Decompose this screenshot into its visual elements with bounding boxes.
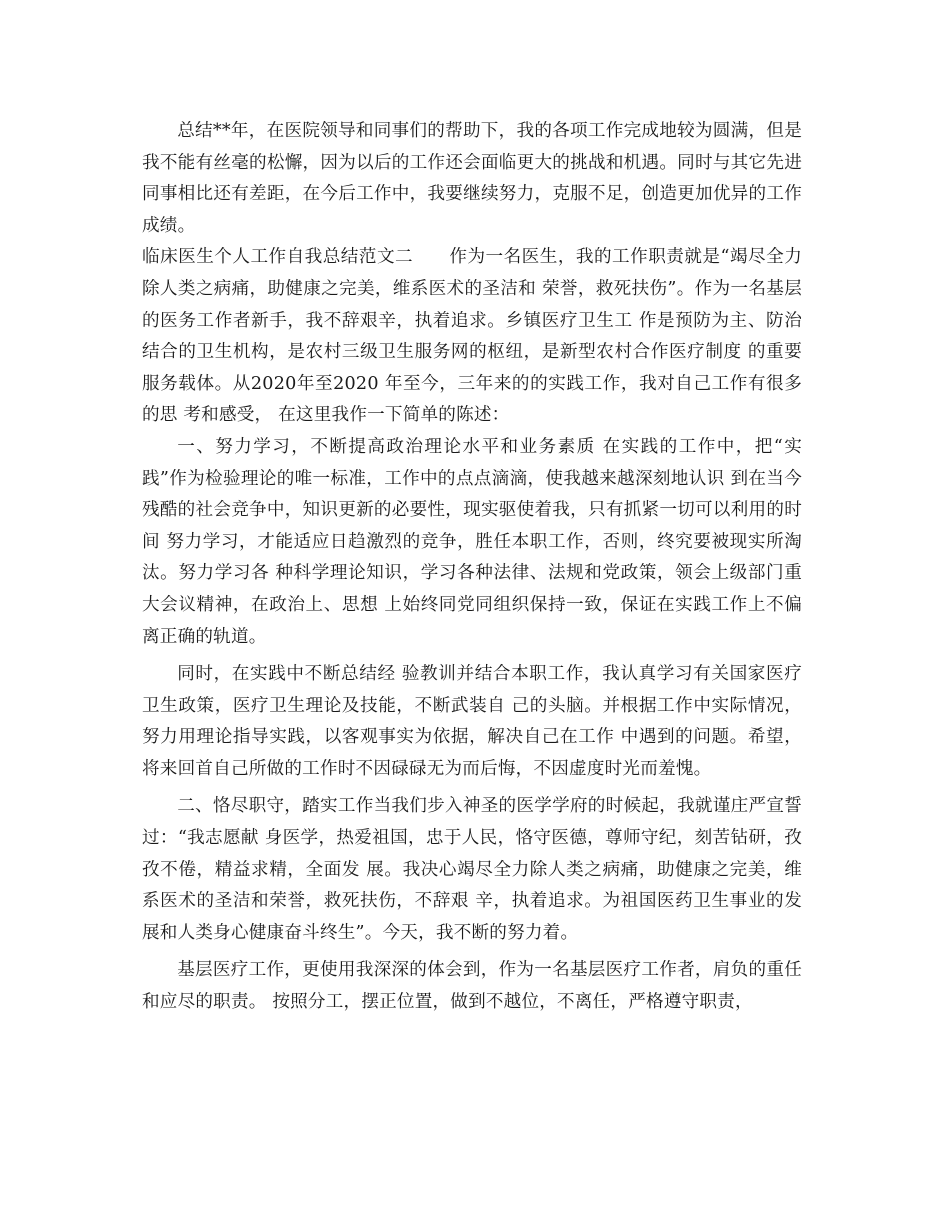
section-two-text: 作为一名医生，我的工作职责就是“竭尽全力除人类之病痛，助健康之完美，维系医术的圣洁和 荣誉，救死扶伤”。作为一名基层的医务工作者新手，我不辞艰辛，执着追求。乡镇医疗卫生工 作是预防为主、防治结合的卫生机构，是农村三级卫生服务网的枢纽，是新型农村合作医疗制度 的重要服务载体。从2020年至2020 年至今，三年来的的实践工作，我对自己工作有很多的思 考和感受， 在这里我作一下简单的陈述：: [142, 247, 802, 426]
paragraph-duty: 二、恪尽职守，踏实工作当我们步入神圣的医学学府的时候起，我就谨庄严宣誓过：“我志愿献 身医学，热爱祖国，忠于人民，恪守医德，尊师守纪，刻苦钻研，孜孜不倦，精益求精，全面发 展。我决心竭尽全力除人类之病痛，助健康之完美，维系医术的圣洁和荣誉，救死扶伤，不辞艰 辛，执着追求。为祖国医药卫生事业的发展和人类身心健康奋斗终生”。今天，我不断的努力着。: [142, 796, 802, 943]
paragraph-study: 一、努力学习，不断提高政治理论水平和业务素质 在实践的工作中，把“实践”作为检验理论的唯一标准，工作中的点点滴滴，使我越来越深刻地认识 到在当今残酷的社会竞争中，知识更新的必要性，现实驱使着我，只有抓紧一切可以利用的时间 努力学习，才能适应日趋激烈的竞争，胜任本职工作，否则，终究要被现实所淘汰。努力学习各 种科学理论知识，学习各种法律、法规和党政策，领会上级部门重大会议精神，在政治上、思想 上始终同党同组织保持一致，保证在实践工作上不偏离正确的轨道。: [142, 436, 802, 647]
document-body: [142, 116, 802, 1019]
paragraph-practice: 同时，在实践中不断总结经 验教训并结合本职工作，我认真学习有关国家医疗卫生政策，医疗卫生理论及技能，不断武装自 己的头脑。并根据工作中实际情况，努力用理论指导实践，以客观事实为依据，解决自己在工作 中遇到的问题。希望，将来回首自己所做的工作时不因碌碌无为而后悔，不因虚度时光而羞愧。: [142, 664, 802, 779]
paragraph-grassroots: 基层医疗工作，更使用我深深的体会到，作为一名基层医疗工作者，肩负的重任和应尽的职责。 按照分工，摆正位置，做到不越位，不离任，严格遵守职责，: [142, 960, 802, 1013]
section-title: 临床医生个人工作自我总结范文二: [142, 247, 414, 268]
paragraph-summary: 总结**年，在医院领导和同事们的帮助下，我的各项工作完成地较为圆满，但是我不能有丝毫的松懈，因为以后的工作还会面临更大的挑战和机遇。同时与其它先进同事相比还有差距，在今后工作中，我要继续努力，克服不足，创造更加优异的工作成绩。: [142, 121, 802, 236]
paragraph-section-two: [142, 242, 802, 432]
